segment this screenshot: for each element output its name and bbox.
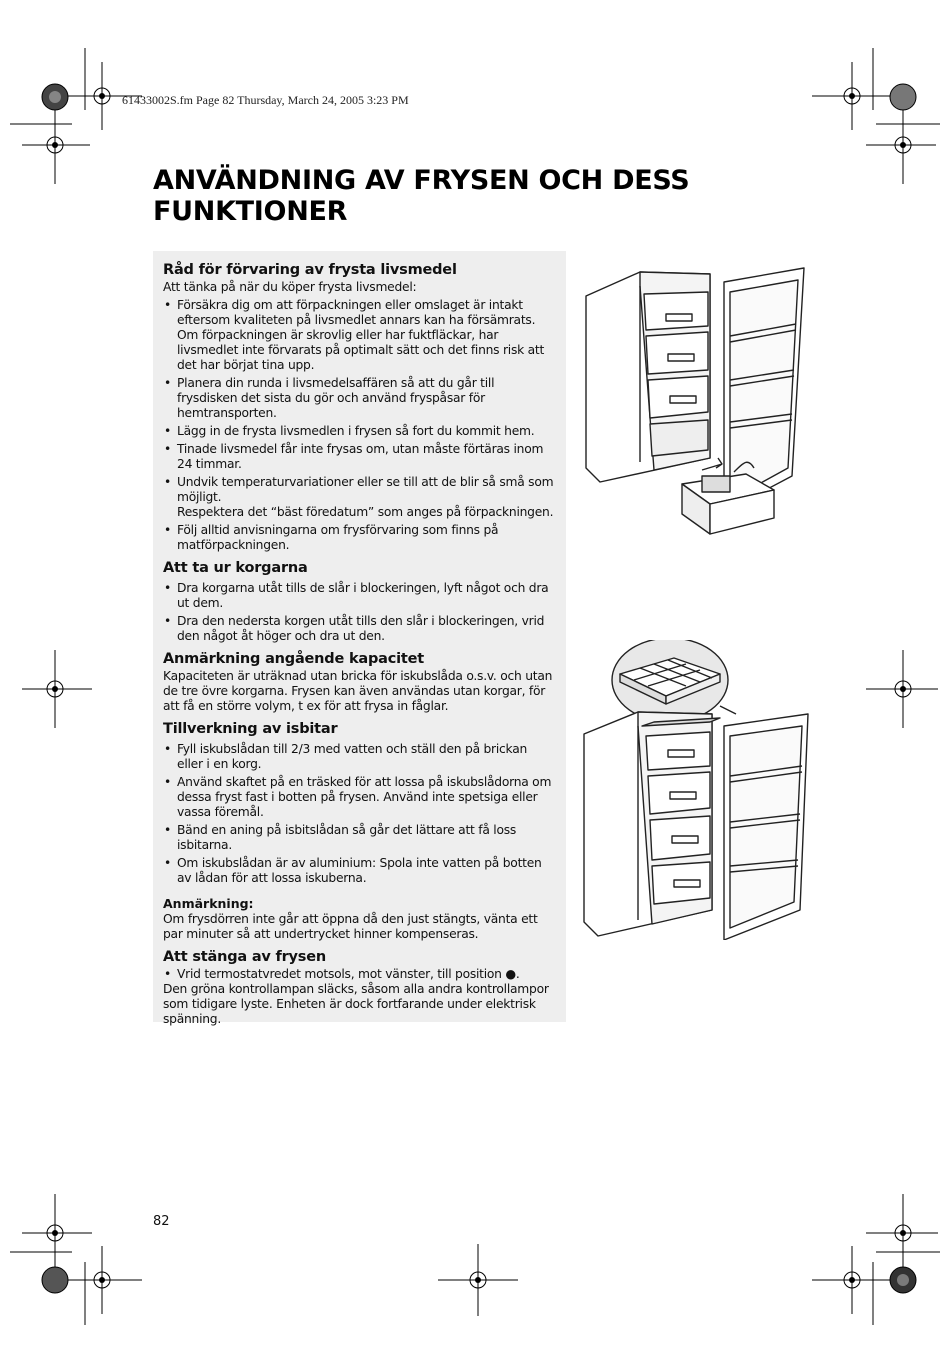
close-section xyxy=(163,948,556,1027)
bullet: • xyxy=(164,856,172,870)
bullet: • xyxy=(164,298,172,312)
note-section xyxy=(163,896,556,942)
storage-list xyxy=(163,298,556,553)
best-before-note: Respektera det “bäst föredatum” som anges på förpackningen. xyxy=(177,505,554,519)
list-item: • Planera din runda i livsmedelsaffären så att du går till frysdisken det sista du gör och använd fryspåsar för hemtransporten. xyxy=(164,376,495,420)
baskets-heading: Att ta ur korgarna xyxy=(163,560,308,576)
bullet: • xyxy=(164,442,172,456)
close-text: Den gröna kontrollampan släcks, såsom alla andra kontrollampor som tidigare lyste. Enheten är dock fortfarande under elektrisk spänning. xyxy=(163,982,549,1026)
page-number: 82 xyxy=(153,1214,170,1229)
bullet: • xyxy=(164,775,172,789)
list-item: • Om iskubslådan är av aluminium: Spola inte vatten på botten av lådan för att lossa iskuberna. xyxy=(164,856,542,885)
list-item: • Tinade livsmedel får inte frysas om, utan måste förtäras inom 24 timmar. xyxy=(164,442,544,471)
page-title: ANVÄNDNING AV FRYSEN OCH DESS FUNKTIONER xyxy=(153,165,690,227)
storage-section xyxy=(163,261,556,553)
ice-section xyxy=(163,720,556,886)
file-header-line: 61433002S.fm Page 82 Thursday, March 24, 2005 3:23 PM xyxy=(122,93,409,107)
storage-intro: Att tänka på när du köper frysta livsmedel: xyxy=(163,280,417,294)
bullet: • xyxy=(164,614,172,628)
capacity-text: Kapaciteten är uträknad utan bricka för iskubslåda o.s.v. och utan de tre övre korgarna. Frysen kan även användas utan korgar, för att få en större volym, t ex för att frysa in fåglar. xyxy=(163,669,553,713)
bullet: • xyxy=(164,523,172,537)
bullet: • xyxy=(164,424,172,438)
close-list xyxy=(163,967,556,982)
note-text: Om frysdörren inte går att öppna då den just stängts, vänta ett par minuter så att undertrycket hinner kompenseras. xyxy=(163,912,538,941)
capacity-section xyxy=(163,650,556,714)
capacity-heading: Anmärkning angående kapacitet xyxy=(163,651,425,667)
baskets-section xyxy=(163,559,556,644)
list-item: • Försäkra dig om att förpackningen eller omslaget är intakt eftersom kvaliteten på livsmedlet annars kan ha försämrats. Om förpackningen är skrovlig eller har fuktfläckar, har livsmedlet inte förvarats på optimalt sätt och det finns risk att det har börjat tina upp. xyxy=(164,298,545,372)
ice-heading: Tillverkning av isbitar xyxy=(163,721,338,737)
note-heading: Anmärkning: xyxy=(163,896,254,911)
content-panel xyxy=(153,251,566,1026)
list-item: • Dra korgarna utåt tills de slår i blockeringen, lyft något och dra ut dem. xyxy=(164,581,549,610)
list-item: • Vrid termostatvredet motsols, mot vänster, till position ●. xyxy=(164,967,520,981)
freezer-drawers-illustration xyxy=(578,262,810,540)
list-item: • Lägg in de frysta livsmedlen i frysen så fort du kommit hem. xyxy=(164,424,535,438)
bullet: • xyxy=(164,742,172,756)
bullet: • xyxy=(164,376,172,390)
baskets-list xyxy=(163,581,556,644)
bullet: • xyxy=(164,967,172,981)
list-item: • Undvik temperaturvariationer eller se till att de blir så små som möjligt. Respektera det “bäst föredatum” som anges på förpackningen. xyxy=(163,475,556,520)
list-item: • Bänd en aning på isbitslådan så går det lättare att få loss isbitarna. xyxy=(164,823,517,852)
bullet: • xyxy=(164,581,172,595)
list-item: • Följ alltid anvisningarna om frysförvaring som finns på matförpackningen. xyxy=(164,523,499,552)
list-item: • Använd skaftet på en träsked för att lossa på iskubslådorna om dessa fryst fast i botten på frysen. Använd inte spetsiga eller vassa föremål. xyxy=(164,775,552,819)
ice-list xyxy=(163,742,556,886)
list-item: • Dra den nedersta korgen utåt tills den slår i blockeringen, vrid den något åt höger och dra ut den. xyxy=(164,614,545,643)
close-heading: Att stänga av frysen xyxy=(163,949,326,965)
storage-heading: Råd för förvaring av frysta livsmedel xyxy=(163,262,457,278)
freezer-ice-tray-illustration xyxy=(580,640,812,940)
list-item: • Fyll iskubslådan till 2/3 med vatten och ställ den på brickan eller i en korg. xyxy=(164,742,528,771)
bullet: • xyxy=(164,823,172,837)
bullet: • xyxy=(164,475,172,489)
